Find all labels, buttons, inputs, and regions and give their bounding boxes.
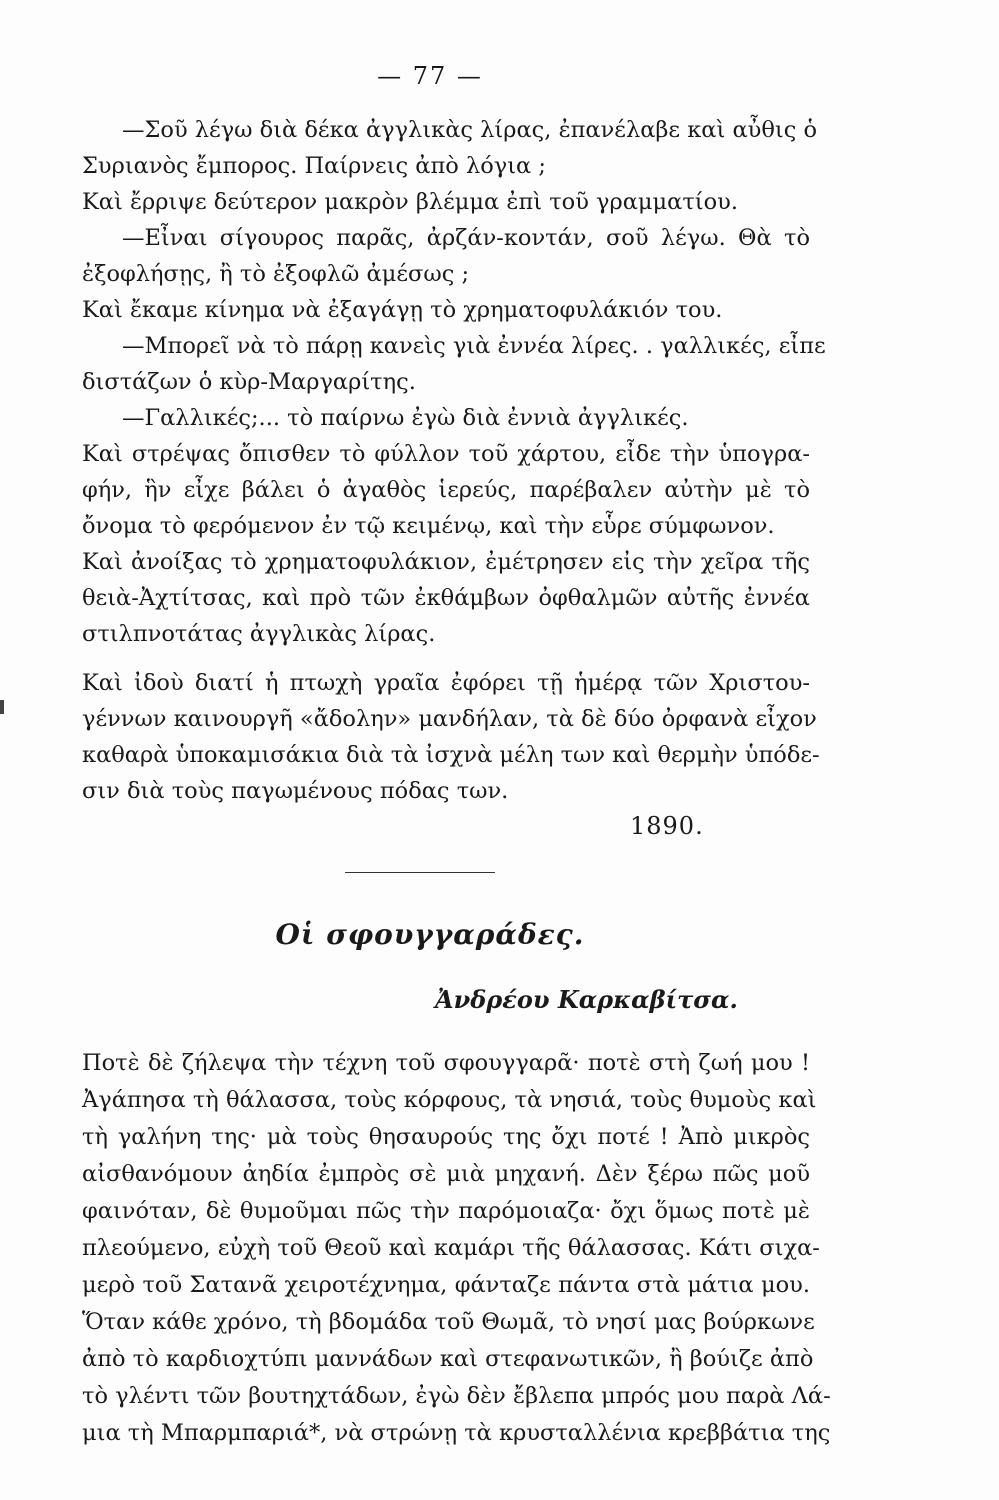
text-line: ὄνομα τὸ φερόμενον ἐν τῷ κειμένῳ, καὶ τὴν εὗρε σύμφωνον. bbox=[82, 513, 775, 539]
story-text bbox=[82, 1045, 831, 1452]
text-line: θειὰ-Ἀχτίτσας, καὶ πρὸ τῶν ἐκθάμβων ὀφθαλμῶν αὐτῆς ἐννέα bbox=[82, 585, 810, 611]
text-line: γέννων καινουργῆ «ἄδολην» μανδήλαν, τὰ δὲ δύο ὀρφανὰ εἶχον bbox=[82, 706, 817, 732]
text-line: Ποτὲ δὲ ζήλεψα τὴν τέχνη τοῦ σφουγγαρᾶ· ποτὲ στὴ ζωή μου ! bbox=[82, 1050, 810, 1076]
text-line: αἰσθανόμουν ἀηδία ἐμπρὸς σὲ μιὰ μηχανή. Δὲν ξέρω πῶς μοῦ bbox=[82, 1161, 810, 1187]
text-line: ἀπὸ τὸ καρδιοχτύπι μαννάδων καὶ στεφανωτικῶν, ἢ βούιζε ἀπὸ bbox=[82, 1346, 814, 1372]
text-line: Καὶ ἀνοίξας τὸ χρηματοφυλάκιον, ἐμέτρησεν εἰς τὴν χεῖρα τῆς bbox=[82, 549, 810, 575]
story-title: Οἱ σφουγγαράδες. bbox=[275, 918, 585, 951]
text-line: μια τὴ Μπαρμπαριά*, νὰ στρώνῃ τὰ κρυσταλλένια κρεββάτια της bbox=[82, 1420, 831, 1446]
text-line: Καὶ στρέψας ὄπισθεν τὸ φύλλον τοῦ χάρτου, εἶδε τὴν ὑπογρα- bbox=[82, 441, 810, 467]
text-line: Καὶ ἰδοὺ διατί ἡ πτωχὴ γραῖα ἐφόρει τῇ ἡμέρᾳ τῶν Χριστου- bbox=[82, 670, 810, 696]
text-line: Καὶ ἔκαμε κίνημα νὰ ἐξαγάγῃ τὸ χρηματοφυλάκιόν του. bbox=[82, 297, 723, 323]
text-line: στιλπνοτάτας ἀγγλικὰς λίρας. bbox=[82, 621, 436, 647]
date-signature: 1890. bbox=[630, 812, 704, 840]
text-line: μερὸ τοῦ Σατανᾶ χειροτέχνημα, φάνταζε πάντα στὰ μάτια μου. bbox=[82, 1272, 810, 1298]
text-line: Ἀγάπησα τὴ θάλασσα, τοὺς κόρφους, τὰ νησιά, τοὺς θυμοὺς καὶ bbox=[82, 1087, 817, 1113]
text-line: φήν, ἣν εἶχε βάλει ὁ ἀγαθὸς ἱερεύς, παρέβαλεν αὐτὴν μὲ τὸ bbox=[82, 477, 810, 503]
text-line: καθαρὰ ὑποκαμισάκια διὰ τὰ ἰσχνὰ μέλη των καὶ θερμὴν ὑπόδε- bbox=[82, 742, 820, 768]
text-line: Ὅταν κάθε χρόνο, τὴ βδομάδα τοῦ Θωμᾶ, τὸ νησί μας βούρκωνε bbox=[82, 1309, 815, 1335]
text-line: πλεούμενο, εὐχὴ τοῦ Θεοῦ καὶ καμάρι τῆς θάλασσας. Κάτι σιχα- bbox=[82, 1235, 820, 1261]
text-line: διστάζων ὁ κὺρ-Μαργαρίτης. bbox=[82, 369, 416, 395]
text-line: φαινόταν, δὲ θυμοῦμαι πῶς τὴν παρόμοιαζα· ὄχι ὅμως ποτὲ μὲ bbox=[82, 1198, 810, 1224]
text-line: ἐξοφλήσῃς, ἢ τὸ ἐξοφλῶ ἀμέσως ; bbox=[82, 261, 470, 287]
margin-mark bbox=[0, 700, 4, 714]
text-line: Καὶ ἔρριψε δεύτερον μακρὸν βλέμμα ἐπὶ τοῦ γραμματίου. bbox=[82, 189, 738, 215]
text-line: —Εἶναι σίγουρος παρᾶς, ἀρζάν-κοντάν, σοῦ λέγω. Θὰ τὸ bbox=[122, 225, 810, 251]
text-line: —Γαλλικές;... τὸ παίρνω ἐγὼ διὰ ἐννιὰ ἀγγλικές. bbox=[122, 405, 689, 431]
text-line: Συριανὸς ἔμπορος. Παίρνεις ἀπὸ λόγια ; bbox=[82, 153, 546, 179]
text-line: τὸ γλέντι τῶν βουτηχτάδων, ἐγὼ δὲν ἔβλεπα μπρός μου παρὰ Λά- bbox=[82, 1383, 831, 1409]
text-line: σιν διὰ τοὺς παγωμένους πόδας των. bbox=[82, 778, 509, 804]
text-line: —Σοῦ λέγω διὰ δέκα ἀγγλικὰς λίρας, ἐπανέλαβε καὶ αὖθις ὁ bbox=[122, 117, 817, 143]
dialogue-section bbox=[82, 112, 826, 652]
page-number: — 77 — bbox=[377, 62, 483, 90]
section-divider bbox=[345, 872, 495, 873]
text-line: τὴ γαλήνη της· μὰ τοὺς θησαυρούς της ὄχι ποτέ ! Ἀπὸ μικρὸς bbox=[82, 1124, 810, 1150]
ending-paragraph bbox=[82, 665, 820, 809]
story-author: Ἀνδρέου Καρκαβίτσα. bbox=[435, 985, 738, 1014]
text-line: —Μπορεῖ νὰ τὸ πάρῃ κανεὶς γιὰ ἐννέα λίρες. . γαλλικές, εἶπε bbox=[122, 333, 826, 359]
